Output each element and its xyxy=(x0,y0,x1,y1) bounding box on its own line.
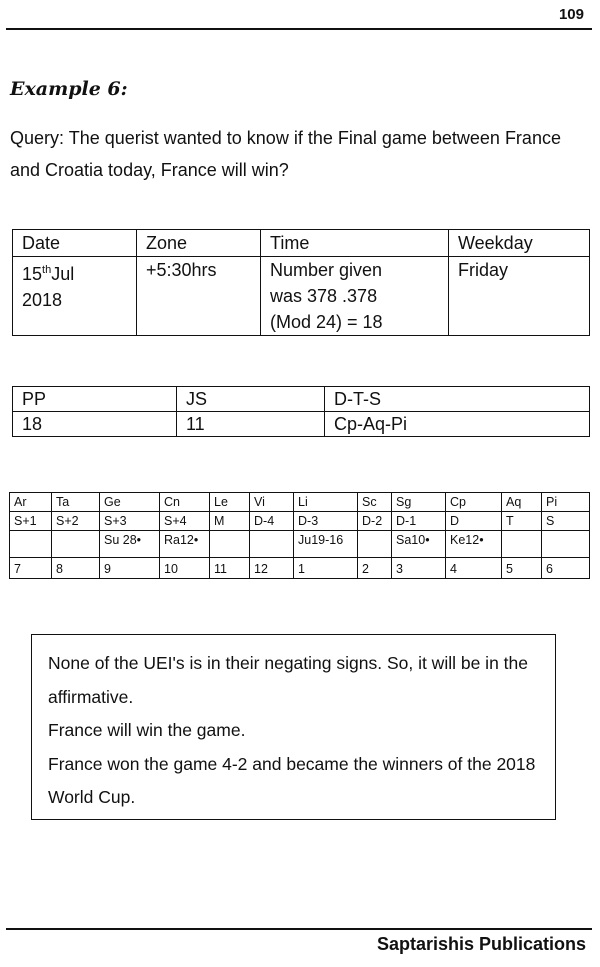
top-divider xyxy=(6,28,592,30)
code-cell: M xyxy=(210,512,250,531)
details-header-zone: Zone xyxy=(137,230,261,257)
planet-cell xyxy=(52,531,100,558)
sign-cell: Ar xyxy=(10,493,52,512)
code-cell: S+3 xyxy=(100,512,160,531)
house-cell: 12 xyxy=(250,558,294,579)
code-cell: D-3 xyxy=(294,512,358,531)
details-header-date: Date xyxy=(13,230,137,257)
date-suffix: th xyxy=(42,264,52,276)
house-cell: 2 xyxy=(358,558,392,579)
details-header-time: Time xyxy=(261,230,449,257)
code-cell: S+2 xyxy=(52,512,100,531)
house-cell: 7 xyxy=(10,558,52,579)
sign-row xyxy=(10,493,590,512)
house-cell: 6 xyxy=(542,558,590,579)
dts-value: Cp-Aq-Pi xyxy=(325,412,590,437)
pp-value: 18 xyxy=(13,412,177,437)
sign-cell: Sg xyxy=(392,493,446,512)
code-row xyxy=(10,512,590,531)
house-row xyxy=(10,558,590,579)
time-line: was 378 .378 xyxy=(270,286,378,306)
sign-table xyxy=(9,492,590,579)
date-cell xyxy=(13,257,137,336)
sign-cell: Le xyxy=(210,493,250,512)
planet-cell: Sa10• xyxy=(392,531,446,558)
house-cell: 9 xyxy=(100,558,160,579)
zone-cell: +5:30hrs xyxy=(137,257,261,336)
code-cell: D-2 xyxy=(358,512,392,531)
code-cell: S+1 xyxy=(10,512,52,531)
house-cell: 11 xyxy=(210,558,250,579)
sign-cell: Vi xyxy=(250,493,294,512)
js-value: 11 xyxy=(177,412,325,437)
house-cell: 5 xyxy=(502,558,542,579)
time-line: (Mod 24) = 18 xyxy=(270,312,383,332)
code-cell: S xyxy=(542,512,590,531)
time-cell xyxy=(261,257,449,336)
code-cell: T xyxy=(502,512,542,531)
planet-cell: Ju19-16 xyxy=(294,531,358,558)
time-line: Number given xyxy=(270,260,383,280)
planet-cell: Ke12• xyxy=(446,531,502,558)
house-cell: 3 xyxy=(392,558,446,579)
sign-cell: Ge xyxy=(100,493,160,512)
date-year: 2018 xyxy=(22,290,63,310)
code-cell: S+4 xyxy=(160,512,210,531)
sign-cell: Cn xyxy=(160,493,210,512)
house-cell: 1 xyxy=(294,558,358,579)
bottom-divider xyxy=(6,928,592,930)
publisher-name: Saptarishis Publications xyxy=(376,934,586,954)
pp-table xyxy=(12,386,590,437)
planet-cell xyxy=(542,531,590,558)
conclusion-line: France won the game 4-2 and became the winners of the 2018 World Cup. xyxy=(48,753,536,807)
house-cell: 8 xyxy=(52,558,100,579)
planet-cell xyxy=(10,531,52,558)
planet-cell: Ra12• xyxy=(160,531,210,558)
page-number: 109 xyxy=(558,6,584,23)
planet-cell xyxy=(502,531,542,558)
sign-cell: Li xyxy=(294,493,358,512)
house-cell: 4 xyxy=(446,558,502,579)
code-cell: D-1 xyxy=(392,512,446,531)
dts-header: D-T-S xyxy=(325,387,590,412)
conclusion-line: France will win the game. xyxy=(48,720,246,740)
conclusion-box xyxy=(31,634,556,820)
weekday-cell: Friday xyxy=(449,257,590,336)
date-day: 15 xyxy=(22,264,43,284)
house-cell: 10 xyxy=(160,558,210,579)
pp-header: PP xyxy=(13,387,177,412)
details-table xyxy=(12,229,590,336)
js-header: JS xyxy=(177,387,325,412)
planet-cell xyxy=(358,531,392,558)
sign-cell: Sc xyxy=(358,493,392,512)
sign-cell: Pi xyxy=(542,493,590,512)
conclusion-line: None of the UEI's is in their negating signs. So, it will be in the affirmative. xyxy=(48,653,528,707)
example-title: Example 6: xyxy=(10,78,128,100)
planet-cell xyxy=(250,531,294,558)
date-month: Jul xyxy=(51,264,75,284)
query-text: Query: The querist wanted to know if the Final game between France and Croatia today, France will win? xyxy=(10,128,561,180)
code-cell: D xyxy=(446,512,502,531)
sign-cell: Ta xyxy=(52,493,100,512)
sign-cell: Cp xyxy=(446,493,502,512)
planet-cell: Su 28• xyxy=(100,531,160,558)
code-cell: D-4 xyxy=(250,512,294,531)
details-header-weekday: Weekday xyxy=(449,230,590,257)
planet-row xyxy=(10,531,590,558)
planet-cell xyxy=(210,531,250,558)
sign-cell: Aq xyxy=(502,493,542,512)
